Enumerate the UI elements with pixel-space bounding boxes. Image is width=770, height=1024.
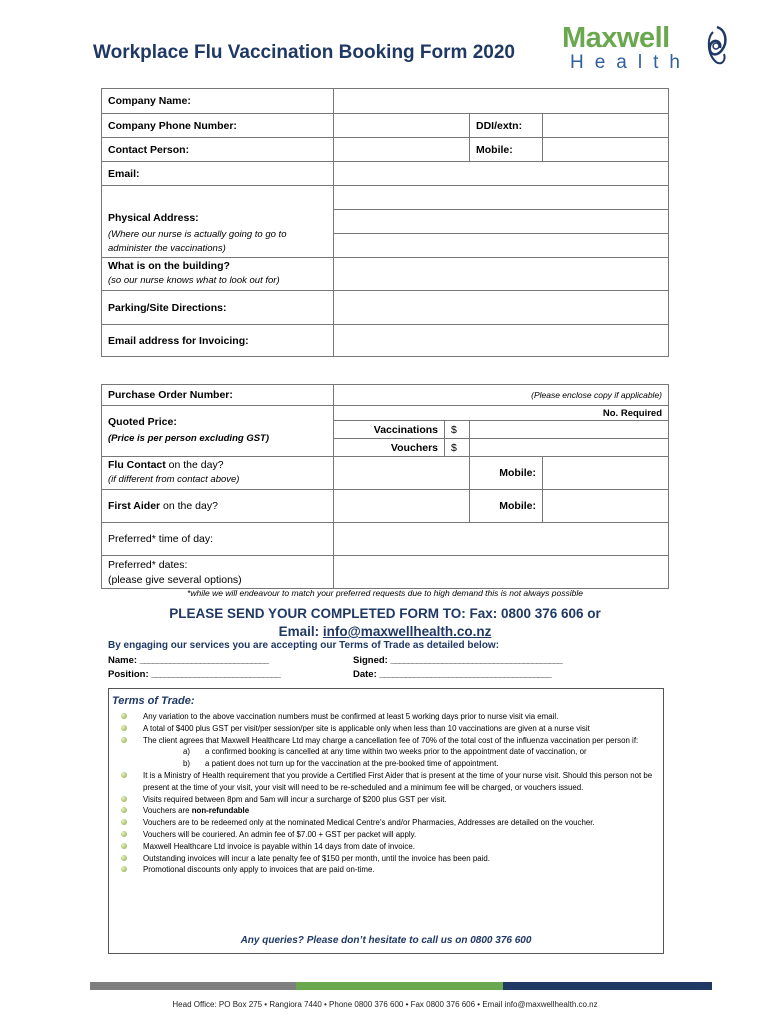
terms-text: A total of $400 plus GST per visit/per session/per site is applicable only when less than 10 vaccinations are given at a nurse visit [143, 723, 590, 733]
mobile-field[interactable] [543, 138, 669, 162]
terms-item [113, 829, 653, 841]
preferred-time-field[interactable] [334, 523, 669, 556]
vaccinations-field[interactable] [470, 421, 669, 439]
name-line [108, 655, 268, 666]
quoted-price-cell [102, 406, 334, 457]
maxwell-health-logo [562, 22, 732, 76]
contact-details-table [101, 88, 669, 357]
physical-address-note: (Where our nurse is actually going to go to administer the vaccinations) [108, 229, 287, 254]
flu-contact-mobile-field[interactable] [543, 457, 669, 490]
parking-field[interactable] [334, 291, 669, 325]
company-phone-label: Company Phone Number: [102, 114, 334, 138]
terms-text: Promotional discounts only apply to invoices that are paid on-time. [143, 865, 375, 875]
terms-item [113, 853, 653, 865]
terms-text: Vouchers are [143, 806, 192, 816]
bullet-icon [121, 737, 127, 743]
order-details-table [101, 384, 669, 589]
condition-b-text: a patient does not turn up for the vaccination at the pre-booked time of appointment. [205, 759, 499, 769]
non-refundable-text: non-refundable [191, 806, 250, 816]
cancellation-conditions [143, 746, 653, 770]
flu-contact-label-rest: on the day? [165, 459, 224, 471]
condition-a-text: a confirmed booking is cancelled at any time within two weeks prior to the appointment date of vaccination, or [205, 747, 587, 757]
company-name-field[interactable] [334, 89, 669, 114]
bullet-icon [121, 843, 127, 849]
terms-text: Vouchers are to be redeemed only at the nominated Medical Centre’s and/or Pharmacies, Addresses are detailed on the voucher. [143, 818, 595, 828]
physical-address-cell [102, 186, 334, 258]
preferred-dates-label: Preferred* dates: [108, 558, 188, 571]
building-cell [102, 258, 334, 291]
bullet-icon [121, 796, 127, 802]
position-field[interactable]: ______________________________ [151, 669, 280, 680]
terms-item [113, 770, 653, 794]
send-email-link[interactable]: info@maxwellhealth.co.nz [322, 624, 492, 639]
bullet-icon [121, 713, 127, 719]
first-aider-label-rest: on the day? [160, 500, 218, 512]
terms-text: Visits required between 8pm and 5am will incur a surcharge of $200 plus GST per visit. [143, 794, 447, 804]
mobile-label: Mobile: [470, 138, 543, 162]
signed-line [353, 655, 562, 666]
send-line-1: PLEASE SEND YOUR COMPLETED FORM TO: Fax: 0800 376 606 or [169, 606, 601, 621]
bullet-icon [121, 772, 127, 778]
email-label: Email: [102, 162, 334, 186]
terms-heading: Terms of Trade: [112, 695, 195, 707]
contact-person-field[interactable] [334, 138, 470, 162]
first-aider-cell [102, 490, 334, 523]
preferred-dates-note: (please give several options) [108, 573, 242, 586]
quoted-price-label: Quoted Price: [108, 416, 177, 428]
bullet-icon [121, 819, 127, 825]
quoted-price-note: (Price is per person excluding GST) [108, 433, 270, 444]
date-line [353, 669, 551, 680]
no-required-label: No. Required [334, 406, 669, 421]
building-note: (so our nurse knows what to look out for) [108, 275, 280, 286]
terms-acceptance-text: By engaging our services you are accepting our Terms of Trade as detailed below: [108, 640, 500, 651]
footer-contact: Head Office: PO Box 275 • Rangiora 7440 • Phone 0800 376 600 • Fax 0800 376 606 • Email info@maxwellhealth.co.nz [172, 1000, 598, 1009]
parking-label: Parking/Site Directions: [102, 291, 334, 325]
terms-text: Outstanding invoices will incur a late penalty fee of $150 per month, until the invoice has been paid. [143, 853, 490, 863]
logo-word-maxwell: Maxwell [562, 22, 670, 54]
vaccinations-dollar: $ [445, 421, 470, 439]
footer-bar-grey [90, 982, 296, 990]
logo-word-health: Health [570, 52, 691, 73]
demand-note: *while we will endeavour to match your preferred requests due to high demand this is not always possible [187, 588, 583, 598]
first-aider-mobile-label: Mobile: [470, 490, 543, 523]
vouchers-dollar: $ [445, 439, 470, 457]
bullet-icon [121, 855, 127, 861]
condition-a-label: a) [183, 747, 191, 757]
building-field[interactable] [334, 258, 669, 291]
invoice-email-label: Email address for Invoicing: [102, 325, 334, 357]
terms-text: The client agrees that Maxwell Healthcare Ltd may charge a cancellation fee of 70% of the total cost of the influenza vaccination per person if: [143, 735, 639, 745]
building-label: What is on the building? [108, 260, 230, 272]
flu-contact-mobile-label: Mobile: [470, 457, 543, 490]
signed-label: Signed: [353, 655, 391, 666]
flu-contact-note: (if different from contact above) [108, 474, 240, 485]
queries-line: Any queries? Please don’t hesitate to call us on 0800 376 600 [240, 935, 532, 946]
terms-list [113, 711, 653, 876]
email-field[interactable] [334, 162, 669, 186]
footer-bar-navy [503, 982, 712, 990]
terms-item [113, 817, 653, 829]
send-instructions [100, 605, 670, 641]
flu-contact-field[interactable] [334, 457, 470, 490]
physical-address-label: Physical Address: [108, 212, 199, 224]
position-label: Position: [108, 669, 152, 680]
terms-text: It is a Ministry of Health requirement that you provide a Certified First Aider that is present at the time of your nurse visit. Should this person not be present at the time of your visit, your visit will need to be re-scheduled and a minimum fee will be charged, or vouchers issued. [143, 770, 653, 792]
preferred-dates-field[interactable] [334, 556, 669, 589]
physical-address-line-2[interactable] [334, 210, 669, 234]
position-line [108, 669, 280, 680]
company-phone-field[interactable] [334, 114, 470, 138]
ddi-label: DDI/extn: [470, 114, 543, 138]
vouchers-label: Vouchers [334, 439, 445, 457]
bullet-icon [121, 866, 127, 872]
condition-b-label: b) [183, 759, 191, 769]
name-field[interactable]: ______________________________ [139, 655, 269, 666]
po-label: Purchase Order Number: [102, 385, 334, 406]
terms-text: Any variation to the above vaccination numbers must be confirmed at least 5 working days prior to nurse visit via email. [143, 712, 559, 721]
vouchers-field[interactable] [470, 439, 669, 457]
first-aider-mobile-field[interactable] [543, 490, 669, 523]
first-aider-field[interactable] [334, 490, 470, 523]
terms-item [113, 711, 653, 723]
preferred-time-label: Preferred* time of day: [102, 523, 334, 556]
terms-item [113, 723, 653, 735]
physical-address-line-3[interactable] [334, 234, 669, 258]
flu-contact-label: Flu Contact [108, 459, 166, 471]
contact-person-label: Contact Person: [102, 138, 334, 162]
invoice-email-field[interactable] [334, 325, 669, 357]
vaccinations-label: Vaccinations [334, 421, 445, 439]
date-field[interactable]: ________________________________________ [379, 669, 551, 680]
condition-b [183, 758, 653, 770]
terms-item [113, 864, 653, 876]
terms-item [113, 794, 653, 806]
send-email-label: Email: [278, 624, 323, 639]
company-name-label: Company Name: [102, 89, 334, 114]
condition-a [183, 746, 653, 758]
name-label: Name: [108, 655, 140, 666]
preferred-dates-cell [102, 556, 334, 589]
bullet-icon [121, 725, 127, 731]
bullet-icon [121, 807, 127, 813]
ddi-field[interactable] [543, 114, 669, 138]
flu-contact-cell [102, 457, 334, 490]
page-title: Workplace Flu Vaccination Booking Form 2020 [93, 42, 515, 63]
first-aider-label: First Aider [108, 500, 161, 512]
terms-item [113, 735, 653, 770]
enclose-note: (Please enclose copy if applicable) [334, 385, 669, 406]
terms-item [113, 805, 653, 817]
terms-of-trade-box [108, 688, 664, 954]
bullet-icon [121, 831, 127, 837]
terms-text: Vouchers will be couriered. An admin fee of $7.00 + GST per packet will apply. [143, 829, 417, 839]
signed-field[interactable]: ________________________________________ [390, 655, 562, 666]
physical-address-line-1[interactable] [334, 186, 669, 210]
terms-text: Maxwell Healthcare Ltd invoice is payable within 14 days from date of invoice. [143, 841, 415, 851]
terms-item [113, 841, 653, 853]
date-label: Date: [353, 669, 380, 680]
footer-bar-green [296, 982, 503, 990]
logo-swirl-icon [704, 24, 730, 68]
